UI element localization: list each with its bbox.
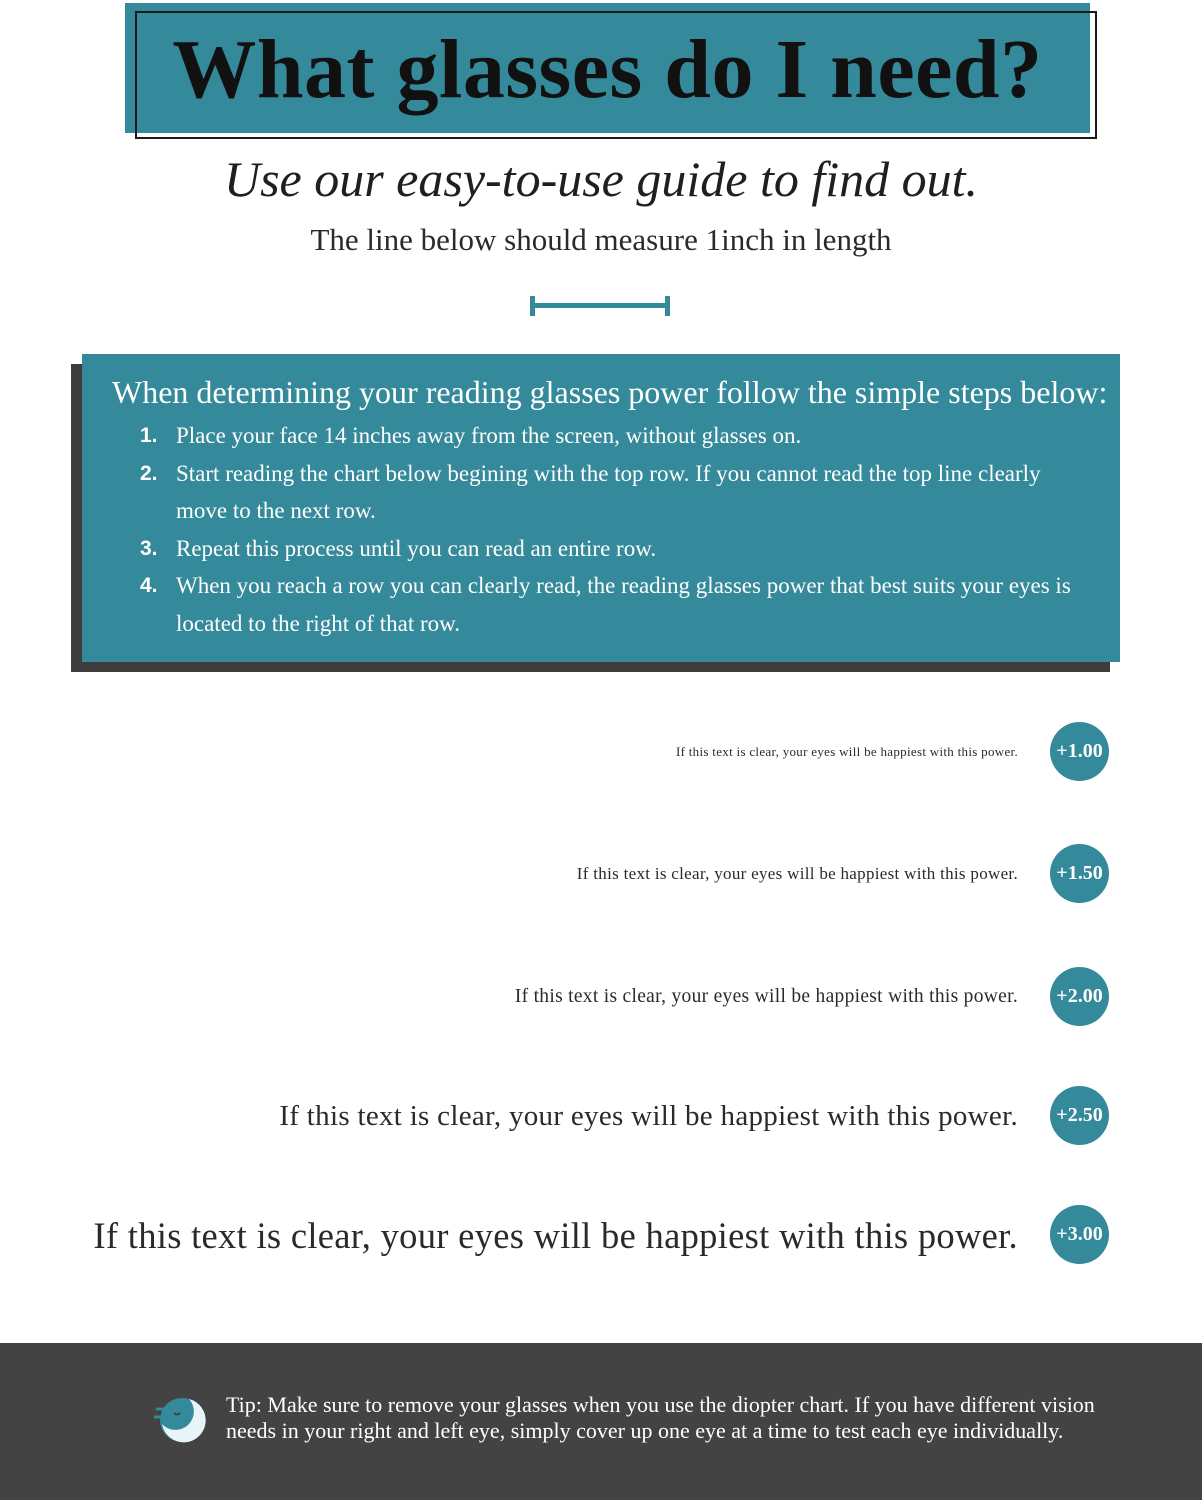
inch-line-right-cap	[665, 296, 670, 316]
power-badge: +2.50	[1050, 1086, 1109, 1145]
measure-note: The line below should measure 1inch in length	[310, 222, 892, 257]
step-text: When you reach a row you can clearly read, the reading glasses power that best suits your eyes is located to the right of that row.	[176, 573, 1071, 636]
step-text: Repeat this process until you can read an entire row.	[176, 535, 657, 561]
step-item	[140, 455, 1090, 530]
chart-row-text: If this text is clear, your eyes will be happiest with this power.	[576, 864, 1018, 883]
step-text: Start reading the chart below begining with the top row. If you cannot read the top line clearly move to the next row.	[176, 460, 1041, 523]
moon-icon	[152, 1389, 210, 1447]
chart-row-1-50	[0, 844, 1202, 904]
step-number: 2.	[140, 461, 158, 485]
chart-row-1-00	[0, 722, 1202, 782]
chart-row-2-00	[0, 967, 1202, 1027]
page-subtitle: Use our easy-to-use guide to find out.	[223, 151, 979, 207]
step-number: 4.	[140, 574, 158, 597]
chart-row-text: If this text is clear, your eyes will be happiest with this power.	[514, 986, 1018, 1007]
step-item	[140, 417, 1090, 455]
step-item	[140, 567, 1090, 642]
power-badge: +1.50	[1050, 844, 1109, 903]
power-badge: +1.00	[1050, 722, 1109, 781]
power-badge: +3.00	[1050, 1205, 1109, 1264]
tip-text: Tip: Make sure to remove your glasses when you use the diopter chart. If you have different vision needs in your right and left eye, simply cover up one eye at a time to test each eye individually.	[226, 1392, 1095, 1443]
chart-row-text: If this text is clear, your eyes will be happiest with this power.	[279, 1099, 1018, 1132]
chart-row-2-50	[0, 1086, 1202, 1146]
steps-list	[112, 417, 1090, 642]
page-title: What glasses do I need?	[172, 22, 1043, 116]
instructions-heading: When determining your reading glasses power follow the simple steps below:	[112, 374, 1108, 410]
chart-row-text: If this text is clear, your eyes will be happiest with this power.	[93, 1214, 1018, 1256]
step-number: 3.	[140, 536, 158, 560]
step-text: Place your face 14 inches away from the screen, without glasses on.	[176, 423, 802, 448]
power-badge: +2.00	[1050, 967, 1109, 1026]
chart-row-text: If this text is clear, your eyes will be happiest with this power.	[675, 744, 1018, 759]
chart-row-3-00	[0, 1205, 1202, 1265]
step-number: 1.	[140, 424, 158, 447]
instructions-panel	[82, 354, 1120, 662]
inch-line-bar	[530, 303, 670, 308]
step-item	[140, 530, 1090, 568]
